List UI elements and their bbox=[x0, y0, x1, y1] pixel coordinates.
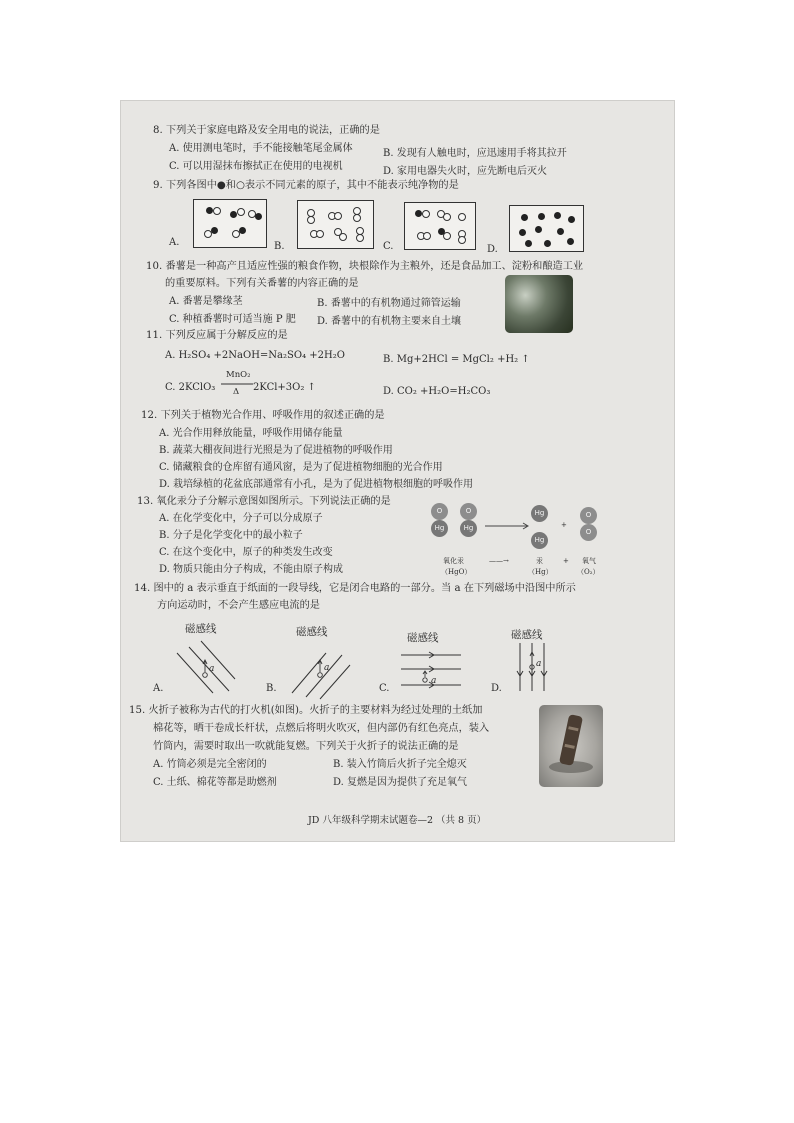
q11-stem: 11. 下列反应属于分解反应的是 bbox=[146, 330, 288, 341]
mercury-atom: Hg bbox=[531, 505, 548, 522]
wire-label-d: a bbox=[536, 659, 542, 669]
oxygen-atom: O bbox=[580, 507, 597, 524]
q9-label-d: D. bbox=[487, 244, 498, 255]
white-atom bbox=[356, 234, 364, 242]
black-atom bbox=[535, 226, 542, 233]
black-atom bbox=[557, 228, 564, 235]
wire-label-b: a bbox=[324, 663, 330, 673]
white-atom bbox=[334, 212, 342, 220]
q10-option-c: C. 种植番薯时可适当施 P 肥 bbox=[169, 314, 296, 325]
black-atom bbox=[525, 240, 532, 247]
q9-box-a bbox=[193, 199, 267, 248]
reaction-arrow-2: ——→ bbox=[489, 557, 509, 565]
exam-page bbox=[120, 100, 675, 842]
q8-option-a: A. 使用测电笔时，手不能接触笔尾金属体 bbox=[169, 143, 353, 154]
q14-label-a: A. bbox=[153, 683, 164, 694]
q14-label-d: D. bbox=[491, 683, 502, 694]
black-atom bbox=[255, 213, 262, 220]
magnetic-field-b bbox=[286, 641, 356, 701]
black-atom bbox=[239, 227, 246, 234]
q13-option-d: D. 物质只能由分子构成，不能由原子构成 bbox=[159, 564, 344, 575]
q13-option-c: C. 在这个变化中，原子的种类发生改变 bbox=[159, 547, 333, 558]
field-label-c: 磁感线 bbox=[407, 632, 439, 644]
q14-label-c: C. bbox=[379, 683, 390, 694]
white-atom bbox=[237, 208, 245, 216]
q13-stem: 13. 氧化汞分子分解示意图如图所示。下列说法正确的是 bbox=[137, 496, 391, 507]
q14-stem-1: 14. 图中的 a 表示垂直于纸面的一段导线，它是闭合电路的一部分。当 a 在下列磁场中沿图中所示 bbox=[134, 583, 576, 594]
label-oxygen: 氧气 bbox=[582, 557, 596, 565]
q11-catalyst: MnO₂ bbox=[226, 370, 251, 380]
q14-stem-2: 方向运动时，不会产生感应电流的是 bbox=[157, 600, 320, 611]
field-label-d: 磁感线 bbox=[511, 629, 543, 641]
white-atom bbox=[443, 232, 451, 240]
q11-option-d: D. CO₂ +H₂O=H₂CO₃ bbox=[383, 386, 491, 397]
white-atom bbox=[339, 233, 347, 241]
white-atom bbox=[443, 213, 451, 221]
sweet-potato-photo bbox=[505, 275, 573, 333]
q10-stem-2: 的重要原料。下列有关番薯的内容正确的是 bbox=[165, 278, 359, 289]
formula-hg: （Hg） bbox=[528, 568, 553, 576]
q8-option-d: D. 家用电器失火时，应先断电后灭火 bbox=[383, 166, 548, 177]
oxygen-atom: O bbox=[460, 503, 477, 520]
q13-option-a: A. 在化学变化中，分子可以分成原子 bbox=[159, 513, 323, 524]
fire-starter-photo bbox=[539, 705, 603, 787]
black-atom bbox=[519, 229, 526, 236]
wire-label-c: a bbox=[431, 676, 437, 686]
white-atom bbox=[307, 216, 315, 224]
formula-o2: （O₂） bbox=[577, 568, 600, 576]
q12-stem: 12. 下列关于植物光合作用、呼吸作用的叙述正确的是 bbox=[141, 410, 385, 421]
q15-option-d: D. 复燃是因为提供了充足氧气 bbox=[333, 777, 468, 788]
q15-stem-2: 棉花等，晒干卷成长杆状，点燃后将明火吹灭，但内部仍有红色亮点，装入 bbox=[153, 723, 490, 734]
q15-stem-3: 竹筒内，需要时取出一吹就能复燃。下列关于火折子的说法正确的是 bbox=[153, 741, 459, 752]
q9-box-d bbox=[509, 205, 584, 252]
q12-option-c: C. 储藏粮食的仓库留有通风窗，是为了促进植物细胞的光合作用 bbox=[159, 462, 443, 473]
q12-option-b: B. 蔬菜大棚夜间进行光照是为了促进植物的呼吸作用 bbox=[159, 445, 393, 456]
q12-option-a: A. 光合作用释放能量，呼吸作用储存能量 bbox=[159, 428, 343, 439]
q9-label-b: B. bbox=[274, 241, 285, 252]
q11-option-c-left: C. 2KClO₃ bbox=[165, 382, 216, 393]
black-atom bbox=[415, 210, 422, 217]
q10-stem-1: 10. 番薯是一种高产且适应性强的粮食作物，块根除作为主粮外，还是食品加工、淀粉和酿造工业 bbox=[146, 261, 584, 272]
white-atom bbox=[213, 207, 221, 215]
q11-heat-symbol: Δ bbox=[233, 387, 240, 397]
white-atom bbox=[423, 232, 431, 240]
black-atom bbox=[554, 212, 561, 219]
q10-option-d: D. 番薯中的有机物主要来自土壤 bbox=[317, 316, 462, 327]
bamboo-tube-icon bbox=[539, 705, 603, 787]
white-atom bbox=[458, 213, 466, 221]
q11-option-a: A. H₂SO₄ +2NaOH=Na₂SO₄ +2H₂O bbox=[165, 350, 345, 361]
q9-stem: 9. 下列各图中●和○表示不同元素的原子，其中不能表示纯净物的是 bbox=[153, 180, 459, 191]
black-atom bbox=[211, 227, 218, 234]
q9-box-c bbox=[404, 202, 476, 250]
q8-option-c: C. 可以用湿抹布擦拭正在使用的电视机 bbox=[169, 161, 343, 172]
field-label-b: 磁感线 bbox=[296, 626, 328, 638]
q15-option-a: A. 竹筒必须是完全密闭的 bbox=[153, 759, 267, 770]
label-mercury: 汞 bbox=[536, 557, 543, 565]
formula-hgo: （HgO） bbox=[441, 568, 472, 576]
white-atom bbox=[353, 214, 361, 222]
q8-option-b: B. 发现有人触电时，应迅速用手将其拉开 bbox=[383, 148, 567, 159]
q15-stem-1: 15. 火折子被称为古代的打火机(如图)。火折子的主要材料为经过处理的土纸加 bbox=[129, 705, 483, 716]
reaction-arrow-icon bbox=[485, 521, 535, 531]
black-atom bbox=[568, 216, 575, 223]
black-atom bbox=[206, 207, 213, 214]
black-atom bbox=[538, 213, 545, 220]
q13-option-b: B. 分子是化学变化中的最小粒子 bbox=[159, 530, 303, 541]
wire-label-a: a bbox=[209, 664, 215, 674]
q11-option-b: B. Mg+2HCl = MgCl₂ +H₂ ↑ bbox=[383, 354, 530, 365]
q10-option-a: A. 番薯是攀缘茎 bbox=[169, 296, 243, 307]
q12-option-d: D. 栽培绿植的花盆底部通常有小孔，是为了促进植物根细胞的呼吸作用 bbox=[159, 479, 474, 490]
oxygen-atom: O bbox=[580, 524, 597, 541]
mercury-atom: Hg bbox=[531, 532, 548, 549]
mercury-atom: Hg bbox=[460, 520, 477, 537]
q8-stem: 8. 下列关于家庭电路及安全用电的说法，正确的是 bbox=[153, 125, 380, 136]
plus-sign-2: + bbox=[563, 557, 569, 565]
label-mercuric-oxide: 氧化汞 bbox=[443, 557, 464, 565]
black-atom bbox=[230, 211, 237, 218]
q15-option-c: C. 土纸、棉花等都是助燃剂 bbox=[153, 777, 277, 788]
plus-sign: + bbox=[561, 521, 567, 529]
white-atom bbox=[422, 210, 430, 218]
q9-label-c: C. bbox=[383, 241, 394, 252]
white-atom bbox=[316, 230, 324, 238]
white-atom bbox=[458, 236, 466, 244]
black-atom bbox=[544, 240, 551, 247]
page-footer: JD 八年级科学期末试题卷—2 （共 8 页） bbox=[308, 815, 487, 826]
field-label-a: 磁感线 bbox=[185, 623, 217, 635]
black-atom bbox=[521, 214, 528, 221]
q14-label-b: B. bbox=[266, 683, 277, 694]
oxygen-atom: O bbox=[431, 503, 448, 520]
q11-option-c-right: 2KCl+3O₂ ↑ bbox=[253, 382, 316, 393]
q9-label-a: A. bbox=[169, 237, 180, 248]
black-atom bbox=[567, 238, 574, 245]
q15-option-b: B. 装入竹筒后火折子完全熄灭 bbox=[333, 759, 467, 770]
q10-option-b: B. 番薯中的有机物通过筛管运输 bbox=[317, 298, 461, 309]
magnetic-field-a bbox=[173, 639, 243, 699]
mercury-atom: Hg bbox=[431, 520, 448, 537]
q9-box-b bbox=[297, 200, 374, 249]
